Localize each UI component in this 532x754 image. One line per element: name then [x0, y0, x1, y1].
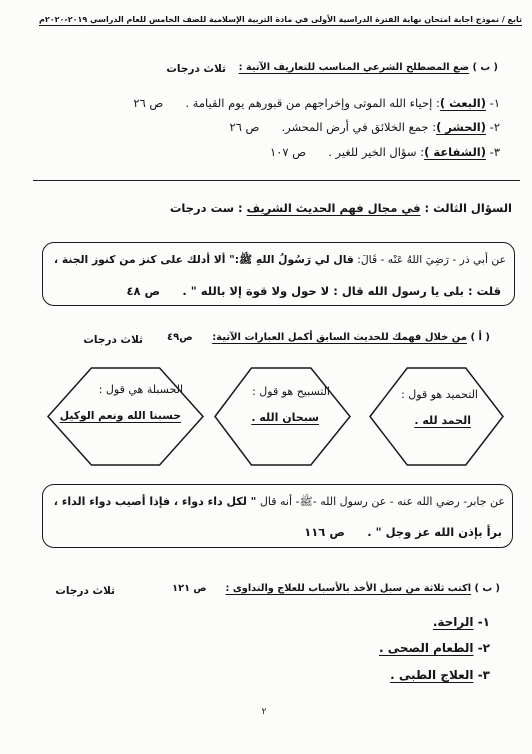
answer-number: ٣-	[477, 668, 490, 682]
card-answer-text: الحمد لله .	[414, 414, 471, 427]
page-reference: ص ١٢١	[172, 583, 207, 594]
hadith-narration: عن جابر- رضي الله عنه - عن رسول الله -ﷺ- أنه قال	[259, 495, 505, 508]
answer-item	[290, 614, 490, 631]
card-prompt	[230, 384, 330, 399]
header-title: تابع / نموذج اجابة امتحان نهاية الفترة الدراسية الأولى في مادة التربية الإسلامية للصف الخامس للعام الدراسي ٢٠١٩-٢٠٢٠م	[39, 15, 522, 24]
hadith-quote: قلت : بلى يا رسول الله قال : لا حول ولا قوة إلا بالله " .	[182, 284, 501, 298]
question-three-title	[168, 200, 512, 216]
item-term: (الحشر )	[436, 120, 486, 134]
card-prompt-text: التحميد هو قول :	[401, 388, 478, 401]
page-reference: ص ١١٦	[304, 525, 345, 539]
part-b-title: اكتب ثلاثة من سبل الأخذ بالأسباب للعلاج والتداوى :	[225, 583, 472, 594]
answer-text: الطعام الصحى .	[378, 641, 474, 655]
hadith-box	[42, 484, 513, 548]
hadith-line	[54, 252, 506, 267]
hadith-narration: عن أبي ذر - رَضِيَ اللهُ عَنْه - قَالَ:	[357, 253, 506, 266]
card-answer	[381, 413, 471, 428]
item-number: ١-	[489, 96, 500, 110]
question-topic: في مجال فهم الحديث الشريف	[246, 201, 421, 215]
page-number	[252, 706, 276, 719]
completion-card	[48, 367, 203, 466]
part-b-heading	[164, 582, 500, 596]
hadith-line	[82, 524, 502, 540]
page-reference: ص ١٠٧	[270, 145, 307, 159]
page-number-text: ٢	[261, 707, 267, 717]
item-number: ٣-	[489, 145, 500, 159]
part-b-marks	[55, 584, 115, 599]
section-b-marks	[164, 62, 226, 77]
question-marks: : ست درجات	[169, 201, 243, 215]
item-term: (الشفاعة )	[424, 145, 486, 159]
part-a-label: ( أ )	[470, 332, 490, 343]
marks-label: ثلاث درجات	[166, 63, 226, 75]
hadith-line	[61, 283, 501, 299]
section-divider	[33, 180, 520, 181]
page-reference: ص٤٩	[167, 332, 193, 343]
section-b-title: ضع المصطلح الشرعي المناسب للتعاريف الآتية :	[238, 62, 470, 73]
card-prompt-text: الحسبلة هي قول :	[98, 383, 183, 396]
hadith-quote: برأ بإذن الله عز وجل " .	[367, 525, 502, 539]
card-answer-text: حسبنا الله ونعم الوكيل	[59, 409, 181, 422]
completion-card	[370, 367, 503, 466]
page-reference: ص ٤٨	[126, 284, 161, 298]
item-term: (البعث )	[439, 96, 486, 110]
card-answer	[59, 408, 181, 423]
page-reference: ص ٢٦	[229, 120, 260, 134]
part-a-marks	[83, 333, 143, 348]
hadith-line	[53, 494, 505, 509]
part-b-label: ( ب )	[474, 583, 500, 594]
hadith-box	[42, 242, 515, 306]
item-number: ٢-	[489, 120, 500, 134]
answer-number: ٢-	[477, 641, 490, 655]
card-answer-text: سبحان الله .	[251, 411, 319, 424]
hadith-quote: قال لي رَسُولُ اللهِ ﷺ:" ألا أدلك على كنز من كنوز الجنة ،	[54, 253, 354, 266]
answer-text: الراحة.	[432, 615, 474, 629]
marks-label: ثلاث درجات	[55, 585, 115, 597]
section-b-label: ( ب )	[472, 62, 498, 73]
answer-text: العلاج الطبى .	[390, 668, 474, 682]
hadith-quote: " لكل داء دواء ، فإذا أصيب دواء الداء ،	[53, 495, 257, 508]
answer-item	[290, 667, 490, 684]
part-a-title: من خلال فهمك للحديث السابق أكمل العبارات الآتية:	[212, 332, 467, 343]
question-label: السؤال الثالث :	[424, 201, 512, 215]
completion-card	[215, 367, 350, 466]
answer-item	[290, 640, 490, 657]
item-definition: : جمع الخلائق في أرض المحشر.	[281, 120, 437, 134]
item-definition: : سؤال الخير للغير .	[328, 145, 425, 159]
card-prompt	[65, 382, 183, 397]
definition-item	[96, 95, 500, 111]
answer-number: ١-	[477, 615, 490, 629]
definition-item	[96, 119, 500, 135]
item-definition: : إحياء الله الموتى وإخراجهم من قبورهم يوم القيامة .	[185, 96, 440, 110]
card-prompt	[382, 387, 478, 402]
page-header	[30, 14, 522, 25]
marks-label: ثلاث درجات	[83, 334, 143, 346]
page-reference: ص ٢٦	[133, 96, 164, 110]
card-answer	[227, 410, 319, 425]
section-b-heading	[234, 61, 498, 75]
card-prompt-text: التسبيح هو قول :	[252, 385, 330, 398]
definition-item	[96, 144, 500, 160]
part-a-heading	[166, 331, 490, 345]
